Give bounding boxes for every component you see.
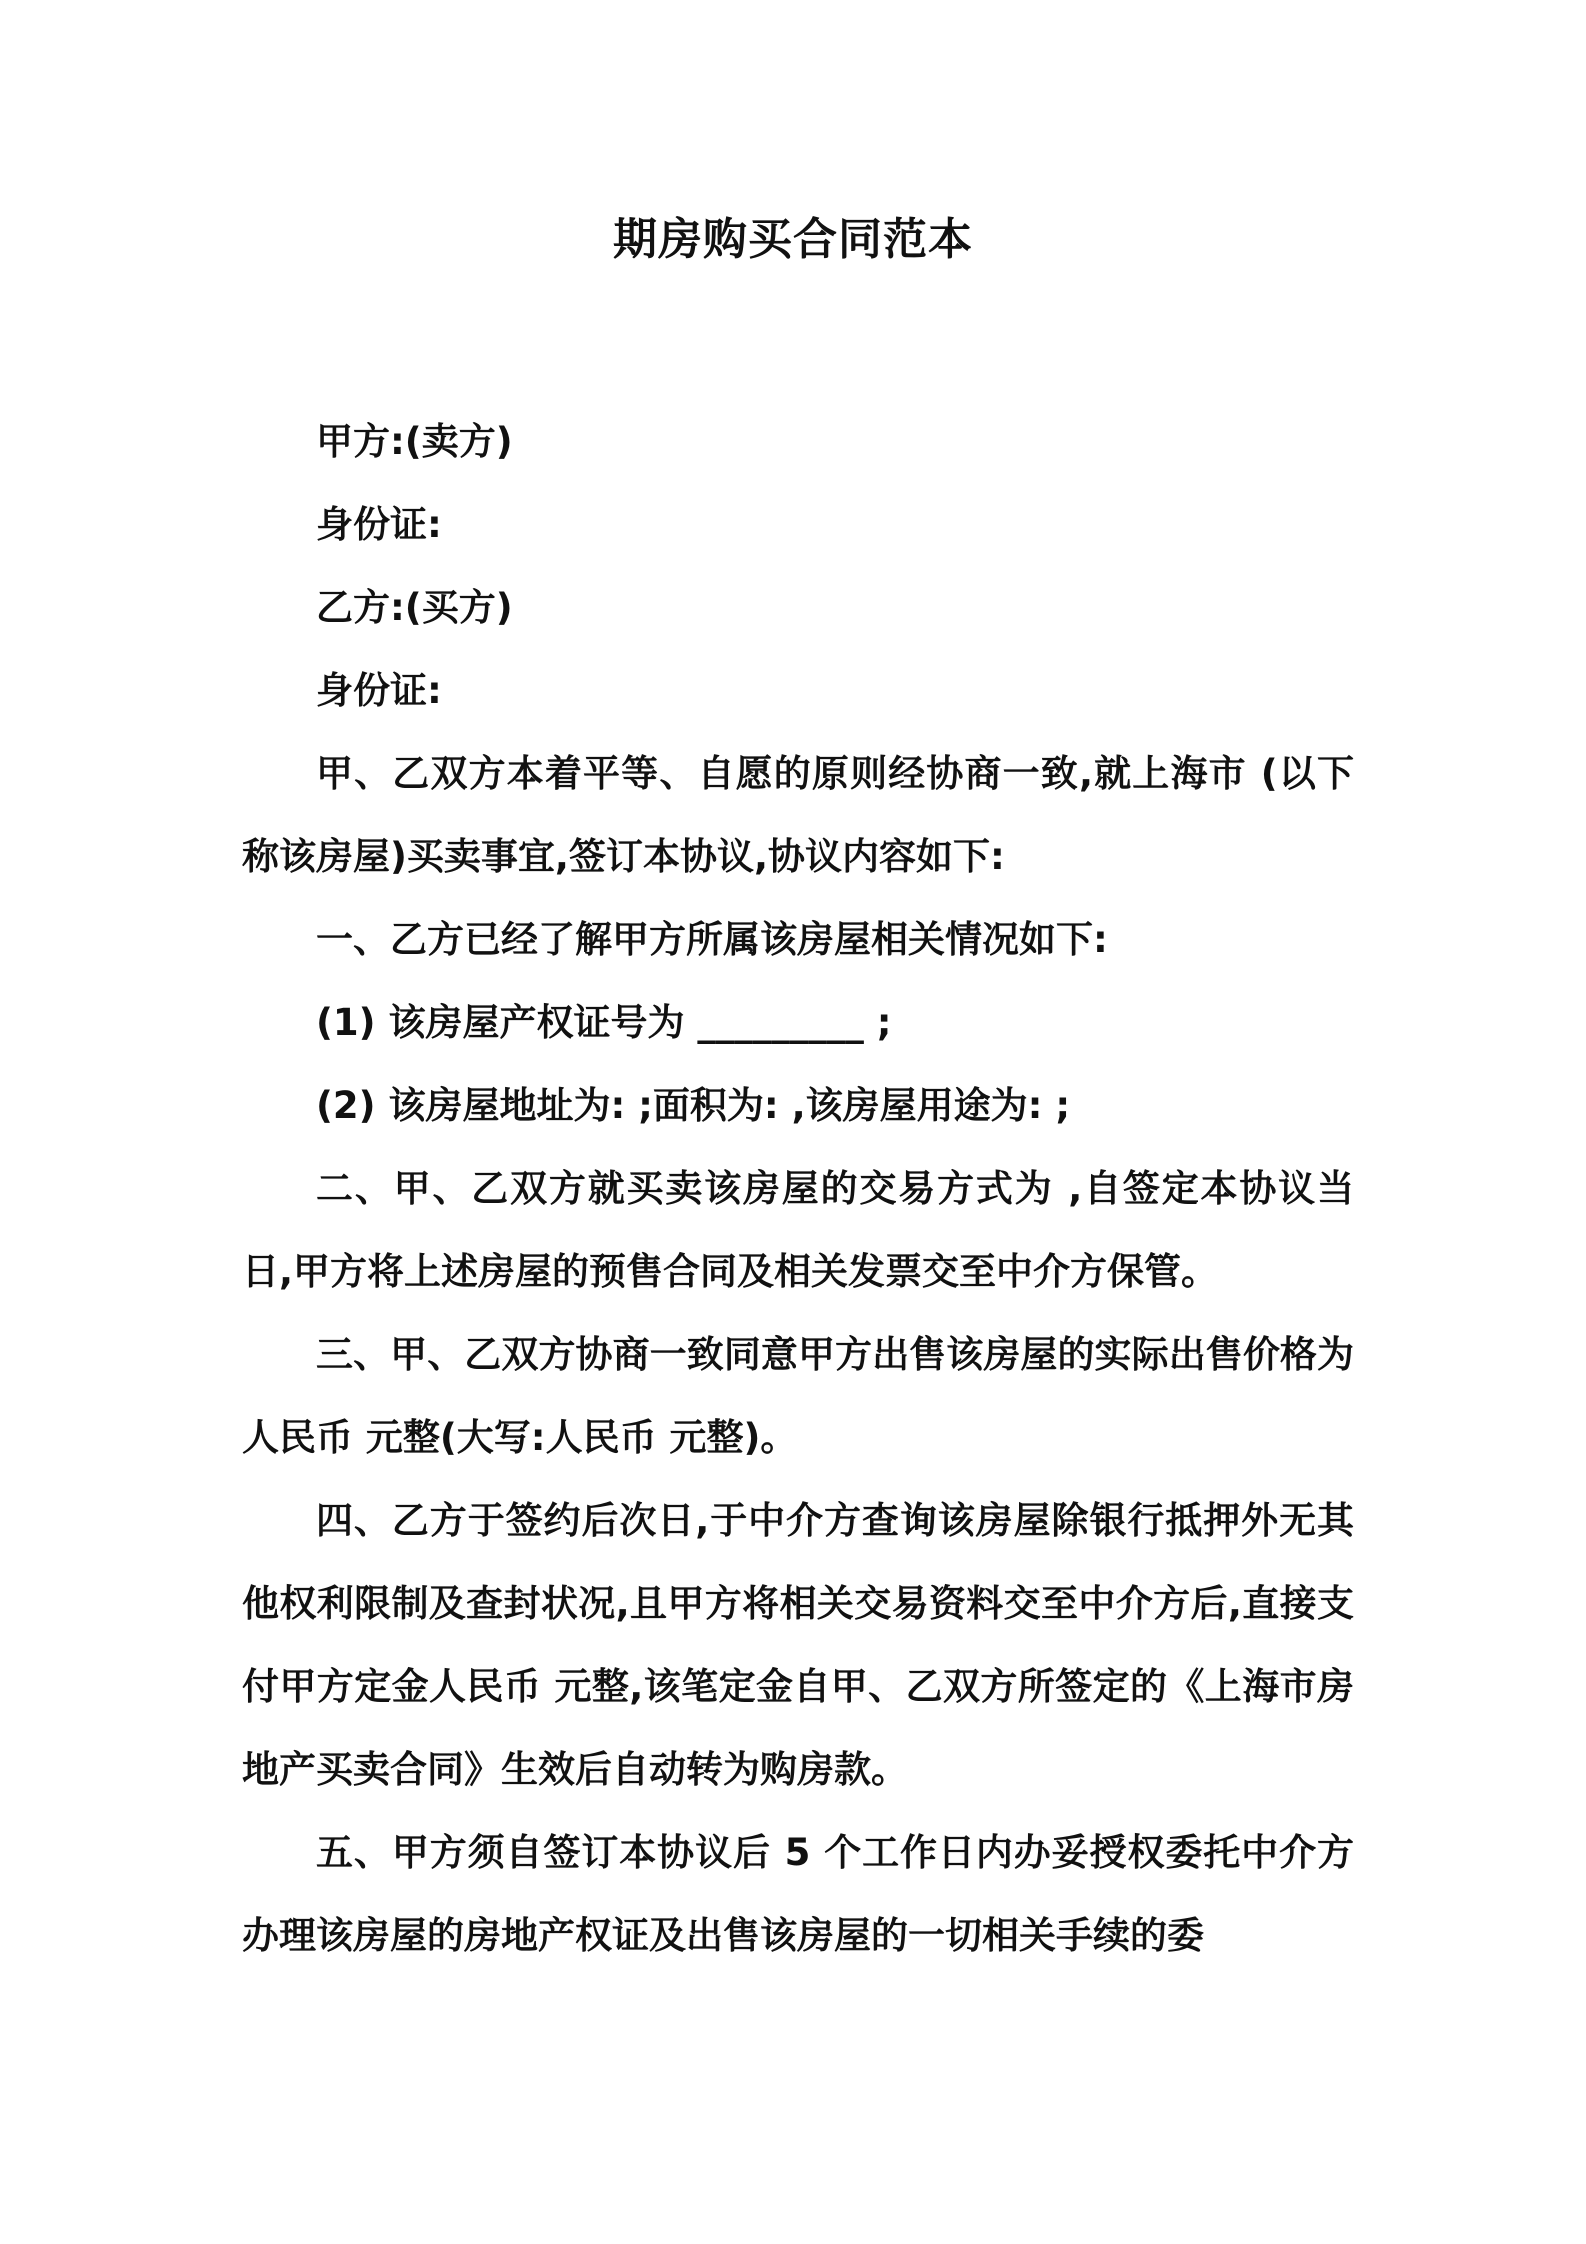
paragraph-clause-4: 四、乙方于签约后次日,于中介方查询该房屋除银行抵押外无其他权利限制及查封状况,且甲方将相关交易资料交至中介方后,直接支付甲方定金人民币 元整,该笔定金自甲、乙双方所签定的《上海市房地产买卖合同》生效后自动转为购房款。 xyxy=(242,1499,1354,1791)
paragraph-clause-5: 五、甲方须自签订本协议后 5 个工作日内办妥授权委托中介方办理该房屋的房地产权证及出售该房屋的一切相关手续的委 xyxy=(242,1831,1354,1957)
document-body xyxy=(242,400,1354,1977)
party-b-field: 乙方:(买方) xyxy=(316,586,513,629)
paragraph-clause-2: 二、甲、乙双方就买卖该房屋的交易方式为 ,自签定本协议当日,甲方将上述房屋的预售合同及相关发票交至中介方保管。 xyxy=(242,1167,1354,1293)
paragraph-clause-1: 一、乙方已经了解甲方所属该房屋相关情况如下: xyxy=(316,918,1108,961)
paragraph-clause-1-item-1: (1) 该房屋产权证号为 _________ ; xyxy=(316,1001,892,1044)
paragraph-clause-3: 三、甲、乙双方协商一致同意甲方出售该房屋的实际出售价格为人民币 元整(大写:人民币 元整)。 xyxy=(242,1333,1354,1459)
paragraph-preamble: 甲、乙双方本着平等、自愿的原则经协商一致,就上海市 (以下称该房屋)买卖事宜,签订本协议,协议内容如下: xyxy=(242,752,1354,878)
party-a-id-field: 身份证: xyxy=(316,503,442,546)
paragraph-clause-1-item-2: (2) 该房屋地址为: ;面积为: ,该房屋用途为: ; xyxy=(316,1084,1071,1127)
party-b-id-field: 身份证: xyxy=(316,669,442,712)
document-title: 期房购买合同范本 xyxy=(613,214,973,265)
party-a-field: 甲方:(卖方) xyxy=(316,420,513,463)
